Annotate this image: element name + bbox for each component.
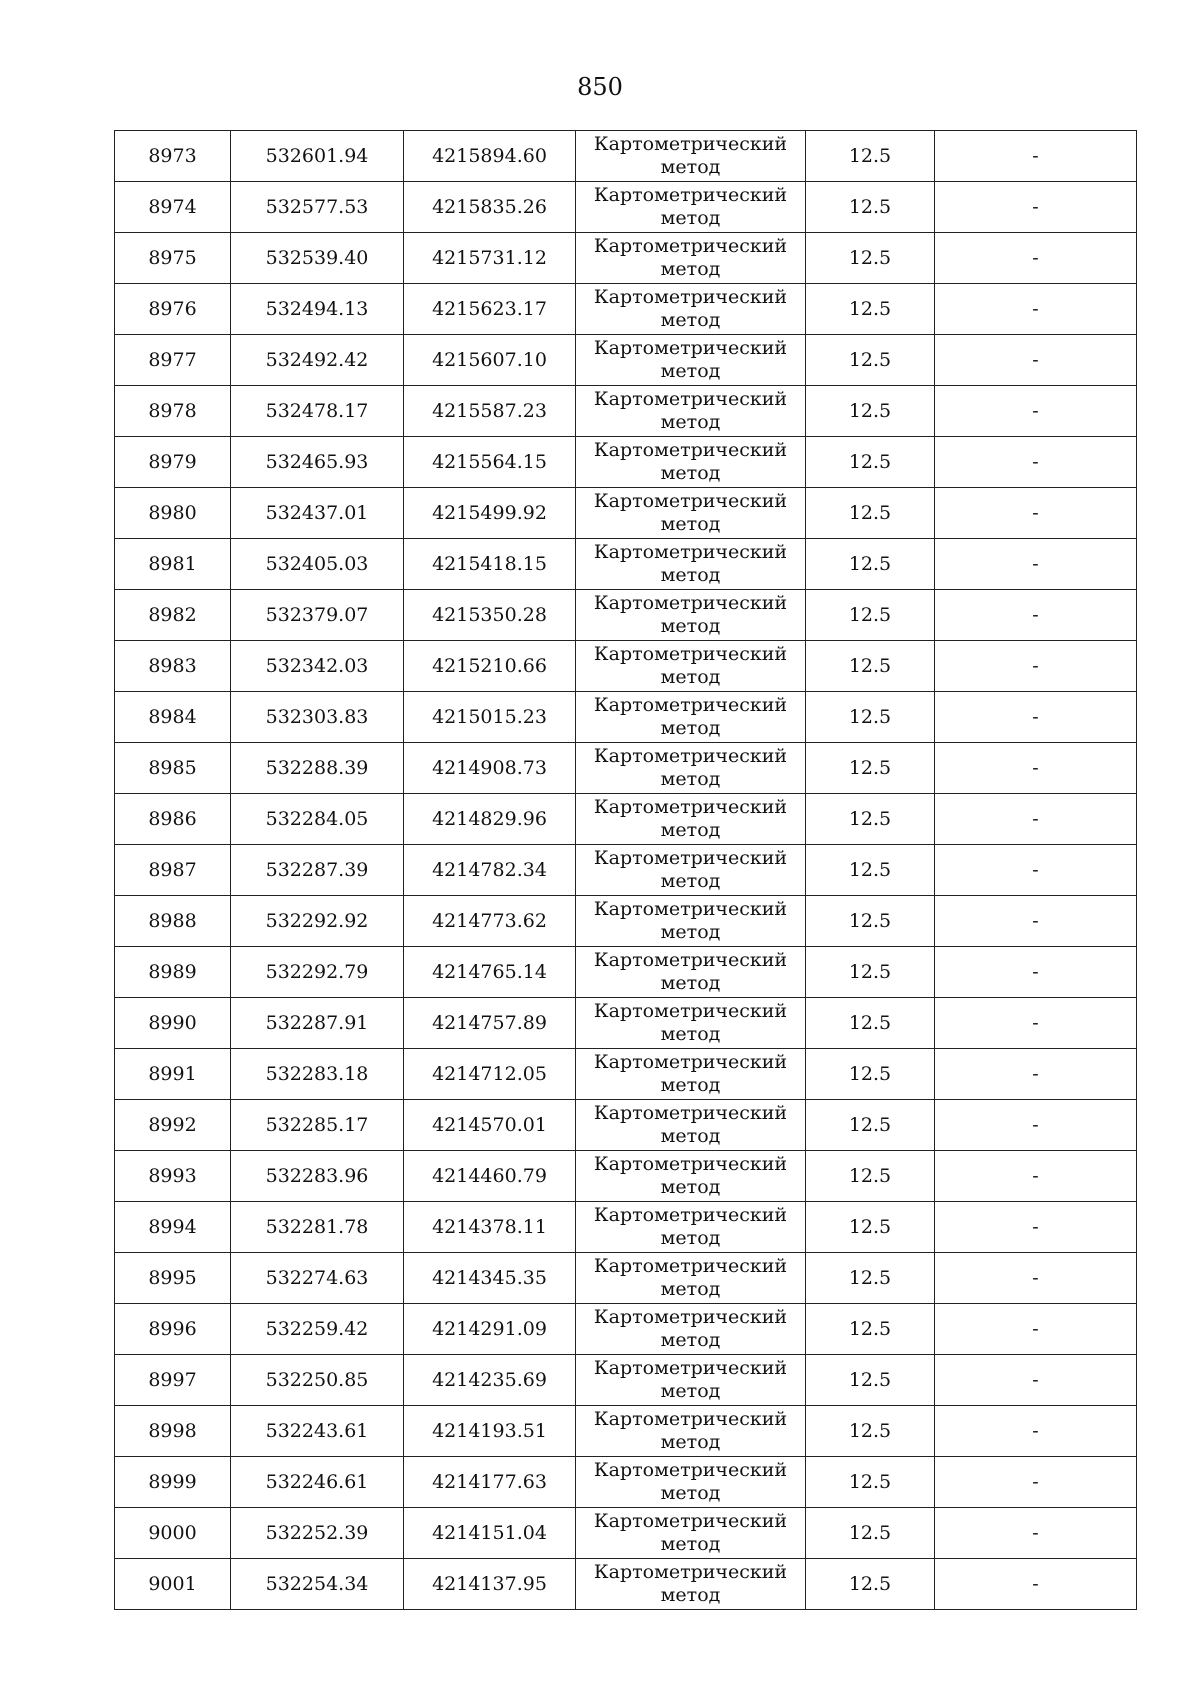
- point-number-cell: 8975: [115, 233, 231, 284]
- note-cell: -: [935, 1049, 1137, 1100]
- note-cell: -: [935, 1253, 1137, 1304]
- y-coordinate-cell: 4214193.51: [404, 1406, 576, 1457]
- method-label-line2: метод: [660, 513, 721, 535]
- method-label-line2: метод: [660, 462, 721, 484]
- point-number-cell: 8973: [115, 131, 231, 182]
- note-cell: -: [935, 182, 1137, 233]
- x-coordinate-cell: 532283.18: [231, 1049, 404, 1100]
- table-row: [115, 1457, 1137, 1508]
- coordinates-table-body: [115, 131, 1137, 1610]
- accuracy-cell: 12.5: [806, 1304, 935, 1355]
- y-coordinate-cell: 4215607.10: [404, 335, 576, 386]
- method-label-line2: метод: [660, 258, 721, 280]
- method-label-line1: Картометрический: [593, 1102, 788, 1124]
- note-cell: -: [935, 998, 1137, 1049]
- method-label-line2: метод: [660, 1074, 721, 1096]
- method-label-line1: Картометрический: [593, 286, 788, 308]
- x-coordinate-cell: 532288.39: [231, 743, 404, 794]
- method-label-line2: метод: [660, 1227, 721, 1249]
- table-row: [115, 692, 1137, 743]
- method-label-line2: метод: [660, 1533, 721, 1555]
- method-label-line2: метод: [660, 921, 721, 943]
- method-label-line1: Картометрический: [593, 388, 788, 410]
- method-label-line1: Картометрический: [593, 490, 788, 512]
- method-label-line2: метод: [660, 972, 721, 994]
- point-number-cell: 8981: [115, 539, 231, 590]
- method-label-line1: Картометрический: [593, 847, 788, 869]
- point-number-cell: 8980: [115, 488, 231, 539]
- table-row: [115, 641, 1137, 692]
- table-row: [115, 590, 1137, 641]
- x-coordinate-cell: 532342.03: [231, 641, 404, 692]
- note-cell: -: [935, 233, 1137, 284]
- y-coordinate-cell: 4214773.62: [404, 896, 576, 947]
- point-number-cell: 8996: [115, 1304, 231, 1355]
- method-cell: [576, 1355, 806, 1406]
- method-cell: [576, 641, 806, 692]
- note-cell: -: [935, 1100, 1137, 1151]
- y-coordinate-cell: 4214291.09: [404, 1304, 576, 1355]
- y-coordinate-cell: 4215731.12: [404, 233, 576, 284]
- point-number-cell: 8999: [115, 1457, 231, 1508]
- accuracy-cell: 12.5: [806, 488, 935, 539]
- method-label-line2: метод: [660, 207, 721, 229]
- x-coordinate-cell: 532292.79: [231, 947, 404, 998]
- method-cell: [576, 845, 806, 896]
- note-cell: -: [935, 386, 1137, 437]
- y-coordinate-cell: 4214757.89: [404, 998, 576, 1049]
- method-label-line2: метод: [660, 717, 721, 739]
- y-coordinate-cell: 4215210.66: [404, 641, 576, 692]
- method-label-line2: метод: [660, 564, 721, 586]
- method-label-line2: метод: [660, 1431, 721, 1453]
- method-label-line1: Картометрический: [593, 439, 788, 461]
- x-coordinate-cell: 532492.42: [231, 335, 404, 386]
- y-coordinate-cell: 4214460.79: [404, 1151, 576, 1202]
- table-row: [115, 1406, 1137, 1457]
- y-coordinate-cell: 4214137.95: [404, 1559, 576, 1610]
- accuracy-cell: 12.5: [806, 845, 935, 896]
- y-coordinate-cell: 4214177.63: [404, 1457, 576, 1508]
- method-cell: [576, 386, 806, 437]
- note-cell: -: [935, 947, 1137, 998]
- method-label-line2: метод: [660, 819, 721, 841]
- note-cell: -: [935, 1406, 1137, 1457]
- accuracy-cell: 12.5: [806, 947, 935, 998]
- point-number-cell: 8992: [115, 1100, 231, 1151]
- method-cell: [576, 488, 806, 539]
- table-row: [115, 131, 1137, 182]
- point-number-cell: 8987: [115, 845, 231, 896]
- accuracy-cell: 12.5: [806, 692, 935, 743]
- accuracy-cell: 12.5: [806, 1151, 935, 1202]
- y-coordinate-cell: 4214829.96: [404, 794, 576, 845]
- table-row: [115, 1151, 1137, 1202]
- accuracy-cell: 12.5: [806, 1253, 935, 1304]
- x-coordinate-cell: 532478.17: [231, 386, 404, 437]
- accuracy-cell: 12.5: [806, 641, 935, 692]
- point-number-cell: 8989: [115, 947, 231, 998]
- x-coordinate-cell: 532281.78: [231, 1202, 404, 1253]
- accuracy-cell: 12.5: [806, 1406, 935, 1457]
- note-cell: -: [935, 590, 1137, 641]
- method-label-line1: Картометрический: [593, 1306, 788, 1328]
- x-coordinate-cell: 532252.39: [231, 1508, 404, 1559]
- y-coordinate-cell: 4215564.15: [404, 437, 576, 488]
- x-coordinate-cell: 532379.07: [231, 590, 404, 641]
- point-number-cell: 8984: [115, 692, 231, 743]
- point-number-cell: 8988: [115, 896, 231, 947]
- note-cell: -: [935, 641, 1137, 692]
- method-label-line2: метод: [660, 870, 721, 892]
- method-cell: [576, 896, 806, 947]
- method-label-line2: метод: [660, 615, 721, 637]
- accuracy-cell: 12.5: [806, 335, 935, 386]
- method-cell: [576, 1559, 806, 1610]
- method-cell: [576, 743, 806, 794]
- x-coordinate-cell: 532292.92: [231, 896, 404, 947]
- table-row: [115, 437, 1137, 488]
- point-number-cell: 8978: [115, 386, 231, 437]
- method-cell: [576, 947, 806, 998]
- method-label-line1: Картометрический: [593, 1204, 788, 1226]
- point-number-cell: 8985: [115, 743, 231, 794]
- x-coordinate-cell: 532405.03: [231, 539, 404, 590]
- note-cell: -: [935, 896, 1137, 947]
- accuracy-cell: 12.5: [806, 386, 935, 437]
- table-row: [115, 998, 1137, 1049]
- table-row: [115, 1304, 1137, 1355]
- method-cell: [576, 1457, 806, 1508]
- method-label-line2: метод: [660, 1482, 721, 1504]
- note-cell: -: [935, 692, 1137, 743]
- method-label-line1: Картометрический: [593, 796, 788, 818]
- point-number-cell: 8998: [115, 1406, 231, 1457]
- point-number-cell: 9001: [115, 1559, 231, 1610]
- method-label-line1: Картометрический: [593, 184, 788, 206]
- method-label-line2: метод: [660, 1329, 721, 1351]
- table-row: [115, 1355, 1137, 1406]
- x-coordinate-cell: 532259.42: [231, 1304, 404, 1355]
- method-cell: [576, 1253, 806, 1304]
- method-cell: [576, 1304, 806, 1355]
- accuracy-cell: 12.5: [806, 1457, 935, 1508]
- point-number-cell: 8993: [115, 1151, 231, 1202]
- method-label-line1: Картометрический: [593, 694, 788, 716]
- method-cell: [576, 1508, 806, 1559]
- method-cell: [576, 590, 806, 641]
- method-cell: [576, 692, 806, 743]
- y-coordinate-cell: 4214378.11: [404, 1202, 576, 1253]
- point-number-cell: 8982: [115, 590, 231, 641]
- table-row: [115, 794, 1137, 845]
- x-coordinate-cell: 532274.63: [231, 1253, 404, 1304]
- accuracy-cell: 12.5: [806, 131, 935, 182]
- method-cell: [576, 998, 806, 1049]
- table-row: [115, 947, 1137, 998]
- x-coordinate-cell: 532250.85: [231, 1355, 404, 1406]
- method-label-line1: Картометрический: [593, 133, 788, 155]
- method-cell: [576, 539, 806, 590]
- table-row: [115, 182, 1137, 233]
- point-number-cell: 8976: [115, 284, 231, 335]
- method-label-line1: Картометрический: [593, 1561, 788, 1583]
- method-label-line1: Картометрический: [593, 1153, 788, 1175]
- method-cell: [576, 794, 806, 845]
- accuracy-cell: 12.5: [806, 437, 935, 488]
- table-row: [115, 1253, 1137, 1304]
- method-label-line2: метод: [660, 1023, 721, 1045]
- method-cell: [576, 1049, 806, 1100]
- method-label-line2: метод: [660, 1380, 721, 1402]
- x-coordinate-cell: 532283.96: [231, 1151, 404, 1202]
- note-cell: -: [935, 335, 1137, 386]
- method-label-line2: метод: [660, 309, 721, 331]
- method-cell: [576, 1151, 806, 1202]
- method-label-line1: Картометрический: [593, 1408, 788, 1430]
- point-number-cell: 8986: [115, 794, 231, 845]
- point-number-cell: 8997: [115, 1355, 231, 1406]
- accuracy-cell: 12.5: [806, 539, 935, 590]
- method-label-line2: метод: [660, 411, 721, 433]
- x-coordinate-cell: 532465.93: [231, 437, 404, 488]
- x-coordinate-cell: 532437.01: [231, 488, 404, 539]
- accuracy-cell: 12.5: [806, 794, 935, 845]
- x-coordinate-cell: 532284.05: [231, 794, 404, 845]
- accuracy-cell: 12.5: [806, 1202, 935, 1253]
- note-cell: -: [935, 488, 1137, 539]
- note-cell: -: [935, 1457, 1137, 1508]
- method-label-line2: метод: [660, 1278, 721, 1300]
- x-coordinate-cell: 532254.34: [231, 1559, 404, 1610]
- table-row: [115, 488, 1137, 539]
- method-cell: [576, 1100, 806, 1151]
- table-row: [115, 1100, 1137, 1151]
- y-coordinate-cell: 4215835.26: [404, 182, 576, 233]
- accuracy-cell: 12.5: [806, 233, 935, 284]
- method-label-line2: метод: [660, 1584, 721, 1606]
- method-label-line2: метод: [660, 768, 721, 790]
- x-coordinate-cell: 532287.39: [231, 845, 404, 896]
- y-coordinate-cell: 4215499.92: [404, 488, 576, 539]
- x-coordinate-cell: 532577.53: [231, 182, 404, 233]
- accuracy-cell: 12.5: [806, 1049, 935, 1100]
- method-label-line2: метод: [660, 1125, 721, 1147]
- accuracy-cell: 12.5: [806, 896, 935, 947]
- method-cell: [576, 1202, 806, 1253]
- point-number-cell: 8983: [115, 641, 231, 692]
- point-number-cell: 8974: [115, 182, 231, 233]
- y-coordinate-cell: 4214345.35: [404, 1253, 576, 1304]
- x-coordinate-cell: 532287.91: [231, 998, 404, 1049]
- note-cell: -: [935, 794, 1137, 845]
- method-cell: [576, 437, 806, 488]
- accuracy-cell: 12.5: [806, 1559, 935, 1610]
- table-row: [115, 743, 1137, 794]
- note-cell: -: [935, 1508, 1137, 1559]
- method-label-line2: метод: [660, 156, 721, 178]
- method-cell: [576, 284, 806, 335]
- point-number-cell: 8977: [115, 335, 231, 386]
- method-label-line1: Картометрический: [593, 1000, 788, 1022]
- point-number-cell: 9000: [115, 1508, 231, 1559]
- accuracy-cell: 12.5: [806, 182, 935, 233]
- table-row: [115, 896, 1137, 947]
- note-cell: -: [935, 845, 1137, 896]
- method-label-line2: метод: [660, 1176, 721, 1198]
- table-row: [115, 539, 1137, 590]
- table-row: [115, 1559, 1137, 1610]
- method-label-line2: метод: [660, 360, 721, 382]
- accuracy-cell: 12.5: [806, 998, 935, 1049]
- method-cell: [576, 335, 806, 386]
- method-label-line1: Картометрический: [593, 337, 788, 359]
- note-cell: -: [935, 131, 1137, 182]
- note-cell: -: [935, 539, 1137, 590]
- y-coordinate-cell: 4215418.15: [404, 539, 576, 590]
- note-cell: -: [935, 1304, 1137, 1355]
- method-label-line1: Картометрический: [593, 745, 788, 767]
- y-coordinate-cell: 4214908.73: [404, 743, 576, 794]
- method-label-line1: Картометрический: [593, 1255, 788, 1277]
- y-coordinate-cell: 4215623.17: [404, 284, 576, 335]
- note-cell: -: [935, 437, 1137, 488]
- point-number-cell: 8995: [115, 1253, 231, 1304]
- method-cell: [576, 182, 806, 233]
- point-number-cell: 8991: [115, 1049, 231, 1100]
- note-cell: -: [935, 1202, 1137, 1253]
- point-number-cell: 8990: [115, 998, 231, 1049]
- method-cell: [576, 131, 806, 182]
- accuracy-cell: 12.5: [806, 1100, 935, 1151]
- x-coordinate-cell: 532246.61: [231, 1457, 404, 1508]
- table-row: [115, 335, 1137, 386]
- note-cell: -: [935, 1151, 1137, 1202]
- table-row: [115, 1508, 1137, 1559]
- accuracy-cell: 12.5: [806, 743, 935, 794]
- note-cell: -: [935, 743, 1137, 794]
- table-row: [115, 233, 1137, 284]
- x-coordinate-cell: 532285.17: [231, 1100, 404, 1151]
- y-coordinate-cell: 4215015.23: [404, 692, 576, 743]
- method-label-line2: метод: [660, 666, 721, 688]
- accuracy-cell: 12.5: [806, 1355, 935, 1406]
- table-row: [115, 845, 1137, 896]
- y-coordinate-cell: 4214712.05: [404, 1049, 576, 1100]
- note-cell: -: [935, 1355, 1137, 1406]
- page-number: 850: [577, 73, 623, 101]
- method-cell: [576, 233, 806, 284]
- method-label-line1: Картометрический: [593, 898, 788, 920]
- y-coordinate-cell: 4215894.60: [404, 131, 576, 182]
- method-label-line1: Картометрический: [593, 643, 788, 665]
- y-coordinate-cell: 4214570.01: [404, 1100, 576, 1151]
- note-cell: -: [935, 1559, 1137, 1610]
- table-row: [115, 1202, 1137, 1253]
- accuracy-cell: 12.5: [806, 284, 935, 335]
- y-coordinate-cell: 4215587.23: [404, 386, 576, 437]
- y-coordinate-cell: 4214782.34: [404, 845, 576, 896]
- y-coordinate-cell: 4214765.14: [404, 947, 576, 998]
- method-label-line1: Картометрический: [593, 1357, 788, 1379]
- x-coordinate-cell: 532303.83: [231, 692, 404, 743]
- method-label-line1: Картометрический: [593, 541, 788, 563]
- table-row: [115, 284, 1137, 335]
- method-label-line1: Картометрический: [593, 235, 788, 257]
- table-row: [115, 1049, 1137, 1100]
- x-coordinate-cell: 532494.13: [231, 284, 404, 335]
- point-number-cell: 8994: [115, 1202, 231, 1253]
- table-row: [115, 386, 1137, 437]
- coordinates-table: [114, 130, 1137, 1610]
- method-label-line1: Картометрический: [593, 949, 788, 971]
- y-coordinate-cell: 4214151.04: [404, 1508, 576, 1559]
- x-coordinate-cell: 532601.94: [231, 131, 404, 182]
- point-number-cell: 8979: [115, 437, 231, 488]
- y-coordinate-cell: 4215350.28: [404, 590, 576, 641]
- note-cell: -: [935, 284, 1137, 335]
- method-label-line1: Картометрический: [593, 1459, 788, 1481]
- y-coordinate-cell: 4214235.69: [404, 1355, 576, 1406]
- method-cell: [576, 1406, 806, 1457]
- x-coordinate-cell: 532243.61: [231, 1406, 404, 1457]
- method-label-line1: Картометрический: [593, 592, 788, 614]
- x-coordinate-cell: 532539.40: [231, 233, 404, 284]
- accuracy-cell: 12.5: [806, 1508, 935, 1559]
- method-label-line1: Картометрический: [593, 1510, 788, 1532]
- accuracy-cell: 12.5: [806, 590, 935, 641]
- method-label-line1: Картометрический: [593, 1051, 788, 1073]
